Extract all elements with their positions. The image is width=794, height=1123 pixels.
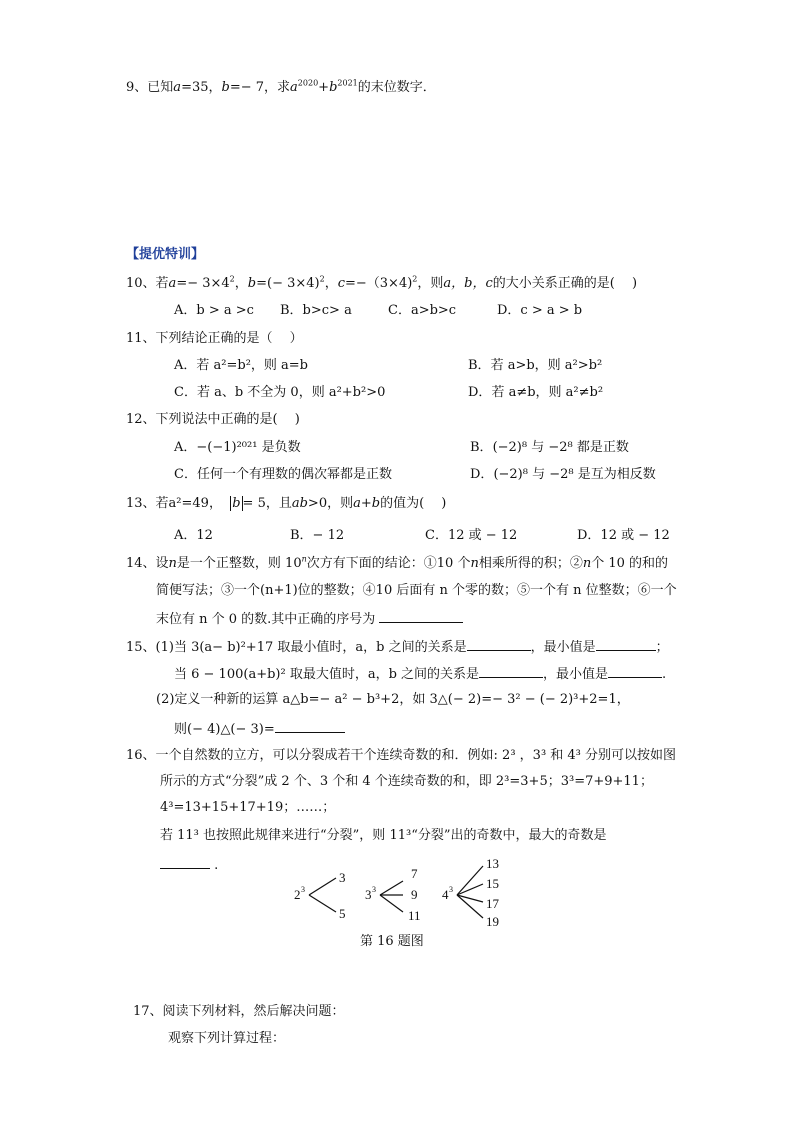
question-16-line4: 若 11³ 也按照此规律来进行“分裂”，则 11³“分裂”出的奇数中，最大的奇数是 xyxy=(160,828,607,843)
group-base: 4 xyxy=(442,887,449,902)
group-exponent: 3 xyxy=(372,885,376,894)
question-15-line2: 当 6 − 100(a+b)² 取最大值时，a，b 之间的关系是 ，最小值是 . xyxy=(174,667,667,682)
branch-line xyxy=(309,895,336,912)
group-exponent: 3 xyxy=(301,885,305,894)
figure-caption: 第 16 题图 xyxy=(360,934,424,949)
answer-blank[interactable] xyxy=(608,665,662,678)
q10-option-c: C．a>b>c xyxy=(388,303,457,318)
branch-line xyxy=(457,866,483,895)
q12-option-d: D．(−2)⁸ 与 −2⁸ 是互为相反数 xyxy=(470,467,656,482)
group-exponent: 3 xyxy=(449,885,453,894)
question-14-line1: 14、设n是一个正整数，则 10$^n$次方有下面的结论：①10 个n相乘所得的积；②n个 10 的和的 xyxy=(126,554,669,571)
answer-blank[interactable] xyxy=(479,665,543,678)
answer-blank[interactable] xyxy=(596,638,656,651)
question-13: 13、若a²=49， b = 5，且ab>0，则a+b的值为( ) xyxy=(126,496,447,511)
figure-group-4 xyxy=(442,856,500,929)
question-16-line1: 16、一个自然数的立方，可以分裂成若干个连续奇数的和．例如: 2³ ，3³ 和 4³ 分别可以按如图 xyxy=(126,748,677,763)
figure-group-2 xyxy=(294,870,346,921)
q10-option-a: A．b > a >c xyxy=(174,303,254,318)
question-15-line1: 15、(1)当 3(a− b)²+17 取最小值时，a，b 之间的关系是 ，最小值是 ； xyxy=(126,640,669,655)
part-value: 9 xyxy=(411,887,418,902)
branch-line xyxy=(309,878,336,895)
q12-option-b: B．(−2)⁸ 与 −2⁸ 都是正数 xyxy=(470,440,629,455)
part-value: 11 xyxy=(408,908,421,923)
branch-line xyxy=(380,881,403,895)
section-heading: 【提优特训】 xyxy=(126,247,205,262)
q10-option-b: B．b>c> a xyxy=(280,303,352,318)
question-14-line2: 简便写法；③一个(n+1)位的整数；④10 后面有 n 个零的数；⑤一个有 n 位整数；⑥一个 xyxy=(156,583,677,598)
question-11: 11、下列结论正确的是（ ） xyxy=(126,331,303,346)
answer-blank[interactable] xyxy=(160,856,210,869)
part-value: 7 xyxy=(411,866,418,881)
q11-option-b: B．若 a>b，则 a²>b² xyxy=(468,358,603,373)
question-10: 10、若$a=- 3\times 4^2$，$b=(- 3\times 4)^2$，c=−（3×4)$^2$，则a，b，c的大小关系正确的是( ) xyxy=(126,274,638,291)
question-17-line2: 观察下列计算过程： xyxy=(168,1031,286,1046)
question-17-line1: 17、阅读下列材料，然后解决问题： xyxy=(133,1004,345,1019)
q11-option-c: C．若 a、b 不全为 0，则 a²+b²>0 xyxy=(174,385,386,400)
q11-option-a: A．若 a²=b²，则 a=b xyxy=(174,358,309,373)
question-16-line2: 所示的方式“分裂”成 2 个、3 个和 4 个连续奇数的和，即 2³=3+5；3³=7+9+11； xyxy=(160,774,653,789)
question-12: 12、下列说法中正确的是( ) xyxy=(126,412,300,427)
q13-option-b: B．− 12 xyxy=(290,528,345,543)
question-15-line4: 则(− 4)△(− 3)= xyxy=(174,720,345,738)
question-16-line5: . xyxy=(160,856,218,874)
answer-blank[interactable] xyxy=(467,638,531,651)
part-value: 15 xyxy=(486,876,499,891)
q13-option-c: C．12 或 − 12 xyxy=(425,528,518,543)
group-base: 3 xyxy=(365,887,372,902)
question-14-line3: 末位有 n 个 0 的数.其中正确的序号为 xyxy=(156,610,463,628)
part-value: 19 xyxy=(486,914,499,929)
group-base: 2 xyxy=(294,887,301,902)
q11-option-d: D．若 a≠b，则 a²≠b² xyxy=(468,385,604,400)
q13-option-d: D．12 或 − 12 xyxy=(577,528,670,543)
question-9: 9、已知a=35，b=− 7，求$a^{2020}+b^{2021}$的末位数字． xyxy=(126,78,436,95)
q12-option-c: C．任何一个有理数的偶次幂都是正数 xyxy=(174,467,392,482)
q10-option-d: D．c > a > b xyxy=(497,303,583,318)
q13-option-a: A．12 xyxy=(174,528,213,543)
answer-blank[interactable] xyxy=(379,610,463,623)
part-value: 5 xyxy=(339,906,346,921)
figure-16-diagram xyxy=(286,852,516,930)
part-value: 3 xyxy=(339,870,346,885)
q12-option-a: A．−(−1)²⁰²¹ 是负数 xyxy=(174,440,301,455)
part-value: 13 xyxy=(486,856,499,871)
question-15-line3: (2)定义一种新的运算 a△b=− a² − b³+2，如 3△(− 2)=− 3² − (− 2)³+2=1， xyxy=(156,692,630,707)
part-value: 17 xyxy=(486,896,499,911)
question-16-line3: 4³=13+15+17+19；……； xyxy=(160,800,336,815)
figure-group-3 xyxy=(365,866,421,923)
answer-blank[interactable] xyxy=(275,720,345,733)
branch-line xyxy=(380,895,403,912)
branch-line xyxy=(457,884,483,895)
